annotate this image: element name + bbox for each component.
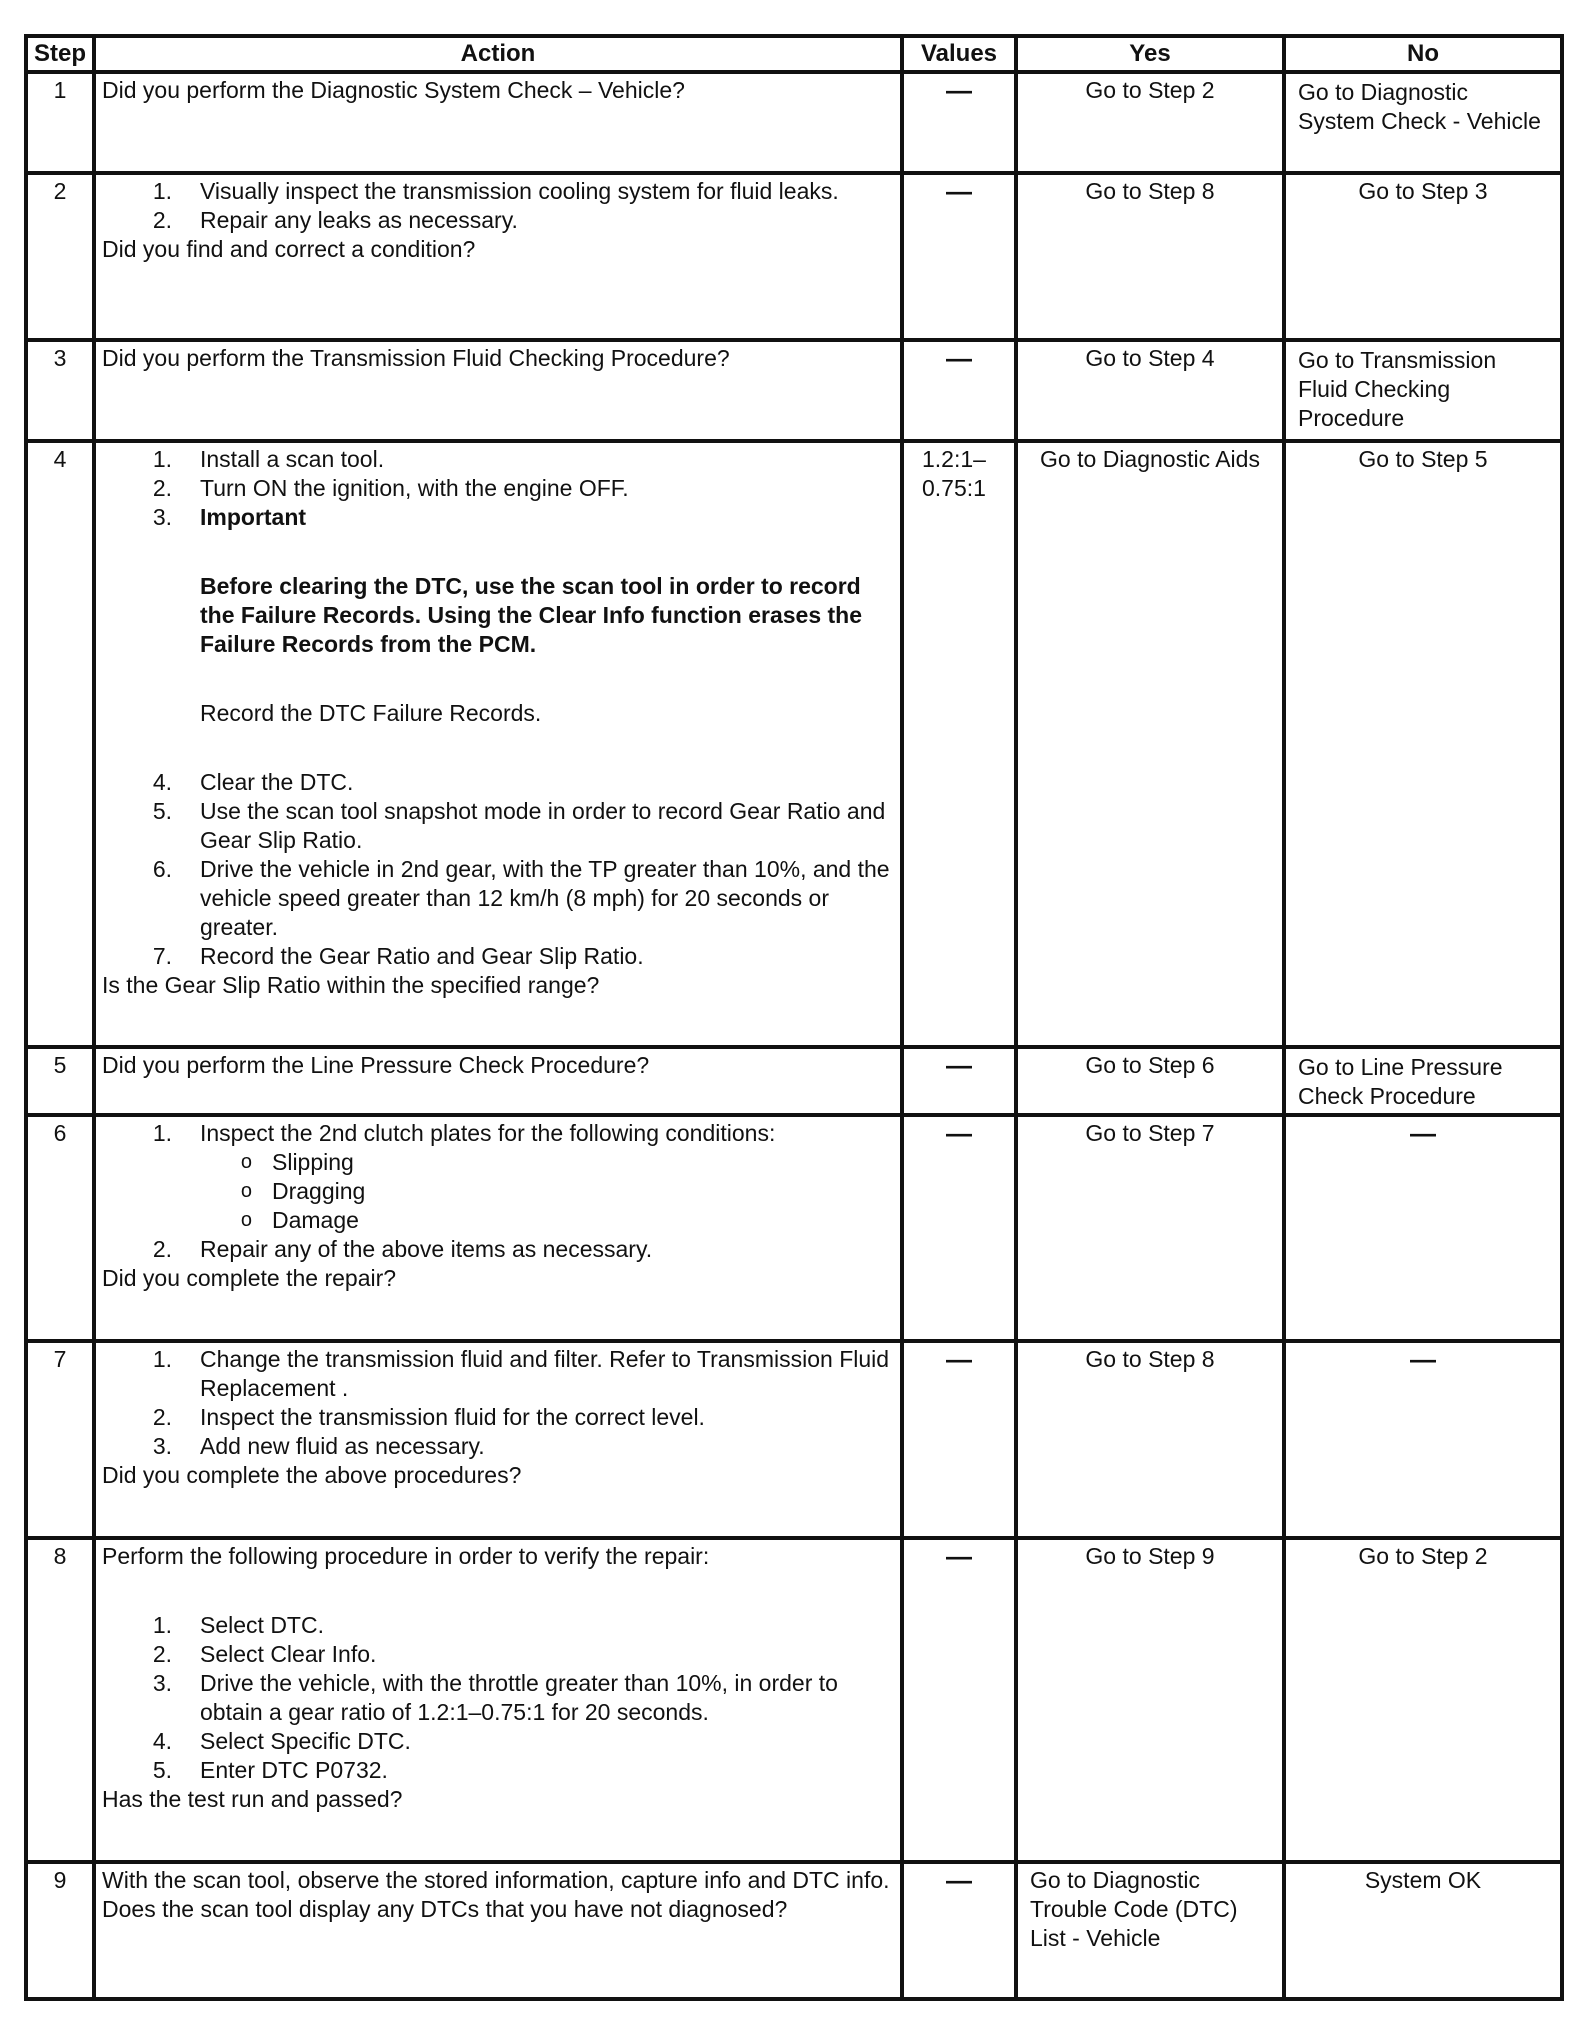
values-cell: [902, 72, 1016, 173]
table-row: [26, 441, 1562, 1047]
dash-text: —: [946, 75, 972, 105]
item-text: Repair any leaks as necessary.: [200, 207, 518, 233]
item-number: 2.: [152, 207, 172, 233]
list-item: [102, 1403, 894, 1432]
action-list: [102, 177, 894, 235]
dash-text: —: [946, 1050, 972, 1080]
item-number: 3.: [152, 1433, 172, 1459]
dash-text: —: [1410, 1118, 1436, 1148]
step-number: 8: [26, 1538, 94, 1862]
step-number: 9: [26, 1862, 94, 1999]
table-row: [26, 1341, 1562, 1538]
yes-cell: [1016, 1341, 1284, 1538]
item-number: 1.: [152, 178, 172, 204]
no-text: Go to Line Pressure Check Procedure: [1298, 1054, 1503, 1109]
step-number: 4: [26, 441, 94, 1047]
header-values: Values: [902, 36, 1016, 72]
values-cell: [902, 173, 1016, 340]
question-text: Is the Gear Slip Ratio within the specified range?: [102, 972, 600, 998]
list-item: [102, 1669, 894, 1727]
item-text: Add new fluid as necessary.: [200, 1433, 485, 1459]
action-list: [102, 445, 894, 532]
item-number: 1.: [152, 1612, 172, 1638]
header-no: No: [1284, 36, 1562, 72]
item-number: 1.: [152, 1120, 172, 1146]
no-cell: [1284, 1341, 1562, 1538]
table-row: [26, 1538, 1562, 1862]
record-row: [102, 699, 894, 728]
action-cell: [94, 1115, 902, 1341]
table-row: [26, 1047, 1562, 1115]
question-text: Did you complete the repair?: [102, 1265, 397, 1291]
table-row: [26, 72, 1562, 173]
no-cell: [1284, 1538, 1562, 1862]
question-text: Did you perform the Diagnostic System Check – Vehicle?: [102, 77, 685, 103]
values-cell: [902, 1862, 1016, 1999]
item-text: Select Specific DTC.: [200, 1728, 411, 1754]
record-block: [102, 699, 894, 728]
dash-text: —: [946, 343, 972, 373]
no-cell: [1284, 340, 1562, 441]
item-text: Damage: [272, 1207, 359, 1233]
no-text: Go to Transmission Fluid Checking Procedure: [1298, 347, 1497, 431]
yes-cell: [1016, 1538, 1284, 1862]
yes-text: Go to Step 9: [1085, 1543, 1215, 1569]
yes-text: Go to Step 8: [1085, 178, 1215, 204]
step-number: 7: [26, 1341, 94, 1538]
action-list: [102, 1235, 894, 1264]
question-text: Did you perform the Line Pressure Check Procedure?: [102, 1052, 650, 1078]
no-text: Go to Step 5: [1358, 446, 1488, 472]
list-item: [102, 1177, 894, 1206]
bullet: o: [240, 1209, 252, 1231]
no-cell: [1284, 1115, 1562, 1341]
item-text: Repair any of the above items as necessary.: [200, 1236, 653, 1262]
yes-cell: [1016, 441, 1284, 1047]
item-number: 4.: [152, 769, 172, 795]
action-cell: [94, 1047, 902, 1115]
intro-text: Perform the following procedure in order to verify the repair:: [102, 1543, 710, 1569]
no-text: Go to Diagnostic System Check - Vehicle: [1298, 79, 1541, 134]
dash-text: —: [946, 1118, 972, 1148]
no-text: System OK: [1364, 1867, 1482, 1893]
list-item: [102, 942, 894, 971]
item-text: Enter DTC P0732.: [200, 1757, 388, 1783]
item-text: Use the scan tool snapshot mode in order to record Gear Ratio and Gear Slip Ratio.: [200, 798, 886, 853]
no-text: Go to Step 3: [1358, 178, 1488, 204]
list-item: [102, 1756, 894, 1785]
item-text: Record the Gear Ratio and Gear Slip Ratio.: [200, 943, 644, 969]
list-item: [102, 474, 894, 503]
yes-text: Go to Step 4: [1085, 345, 1215, 371]
list-item: [102, 206, 894, 235]
action-list: [102, 1119, 894, 1148]
list-item: [102, 797, 894, 855]
table-row: [26, 1862, 1562, 1999]
yes-text: Go to Step 7: [1085, 1120, 1215, 1146]
item-number: 5.: [152, 1757, 172, 1783]
dash-text: —: [946, 1344, 972, 1374]
bullet: o: [240, 1180, 252, 1202]
no-cell: [1284, 173, 1562, 340]
item-text: Inspect the 2nd clutch plates for the following conditions:: [200, 1120, 776, 1146]
item-text: Clear the DTC.: [200, 769, 354, 795]
yes-cell: [1016, 72, 1284, 173]
intro-text: With the scan tool, observe the stored information, capture info and DTC info.: [102, 1867, 890, 1893]
action-list: [102, 768, 894, 971]
item-number: 3.: [152, 504, 172, 530]
table-row: [26, 340, 1562, 441]
item-text: Dragging: [272, 1178, 366, 1204]
dash-text: —: [946, 176, 972, 206]
list-item: [102, 1206, 894, 1235]
list-item: [102, 1235, 894, 1264]
table-row: [26, 173, 1562, 340]
condition-list: [102, 1148, 894, 1235]
action-cell: [94, 72, 902, 173]
step-number: 6: [26, 1115, 94, 1341]
yes-text: Go to Diagnostic Aids: [1040, 446, 1260, 472]
item-number: 1.: [152, 446, 172, 472]
header-action: Action: [94, 36, 902, 72]
no-text: Go to Step 2: [1358, 1543, 1488, 1569]
values-text: 1.2:1–0.75:1: [922, 446, 986, 501]
values-cell: [902, 1115, 1016, 1341]
item-number: 2.: [152, 1404, 172, 1430]
diagnostic-table: [24, 34, 1564, 2001]
item-text: Slipping: [272, 1149, 354, 1175]
dash-text: —: [1410, 1344, 1436, 1374]
item-number: 7.: [152, 943, 172, 969]
list-item: [102, 445, 894, 474]
item-text: Select Clear Info.: [200, 1641, 377, 1667]
question-text: Did you complete the above procedures?: [102, 1462, 522, 1488]
important-block: [102, 572, 894, 659]
item-number: 5.: [152, 798, 172, 824]
item-text: Drive the vehicle, with the throttle greater than 10%, in order to obtain a gear ratio of 1.2:1–0.75:1 for 20 seconds.: [200, 1670, 838, 1725]
list-item: [102, 1432, 894, 1461]
item-number: 2.: [152, 1641, 172, 1667]
action-cell: [94, 1341, 902, 1538]
list-item: [102, 1345, 894, 1403]
no-cell: [1284, 441, 1562, 1047]
action-cell: [94, 340, 902, 441]
list-item: [102, 1148, 894, 1177]
item-text: Install a scan tool.: [200, 446, 385, 472]
important-label: Important: [200, 504, 307, 530]
item-number: 2.: [152, 475, 172, 501]
question-text: Did you find and correct a condition?: [102, 236, 476, 262]
step-number: 5: [26, 1047, 94, 1115]
item-text: Drive the vehicle in 2nd gear, with the TP greater than 10%, and the vehicle speed greater than 12 km/h (8 mph) for 20 seconds or greater.: [200, 856, 890, 940]
important-note: Before clearing the DTC, use the scan tool in order to record the Failure Records. Using the Clear Info function erases the Failure Records from the PCM.: [200, 573, 863, 657]
header-yes: Yes: [1016, 36, 1284, 72]
yes-text: Go to Step 2: [1085, 77, 1215, 103]
item-text: Turn ON the ignition, with the engine OFF.: [200, 475, 629, 501]
list-item: [102, 1640, 894, 1669]
dash-text: —: [946, 1541, 972, 1571]
yes-text: Go to Step 8: [1085, 1346, 1215, 1372]
table-row: [26, 1115, 1562, 1341]
item-number: 2.: [152, 1236, 172, 1262]
yes-cell: [1016, 1047, 1284, 1115]
action-cell: [94, 173, 902, 340]
yes-cell: [1016, 1862, 1284, 1999]
action-list: [102, 1345, 894, 1461]
item-number: 1.: [152, 1346, 172, 1372]
no-cell: [1284, 1047, 1562, 1115]
question-text: Has the test run and passed?: [102, 1786, 403, 1812]
item-number: 4.: [152, 1728, 172, 1754]
list-item: [102, 1611, 894, 1640]
list-item: [102, 768, 894, 797]
values-cell: [902, 1047, 1016, 1115]
record-note: Record the DTC Failure Records.: [200, 700, 542, 726]
no-cell: [1284, 72, 1562, 173]
values-cell: [902, 441, 1016, 1047]
yes-cell: [1016, 1115, 1284, 1341]
yes-text: Go to Step 6: [1085, 1052, 1215, 1078]
list-item: [102, 855, 894, 942]
yes-cell: [1016, 173, 1284, 340]
action-cell: [94, 1862, 902, 1999]
header-row: [26, 36, 1562, 72]
bullet: o: [240, 1151, 252, 1173]
step-number: 2: [26, 173, 94, 340]
yes-cell: [1016, 340, 1284, 441]
action-cell: [94, 441, 902, 1047]
step-number: 1: [26, 72, 94, 173]
list-item: [102, 1119, 894, 1148]
question-text: Does the scan tool display any DTCs that you have not diagnosed?: [102, 1896, 788, 1922]
action-list: [102, 1611, 894, 1785]
item-text: Inspect the transmission fluid for the correct level.: [200, 1404, 705, 1430]
yes-text: Go to Diagnostic Trouble Code (DTC) List - Vehicle: [1030, 1867, 1238, 1951]
header-step: Step: [26, 36, 94, 72]
question-text: Did you perform the Transmission Fluid Checking Procedure?: [102, 345, 730, 371]
dash-text: —: [946, 1865, 972, 1895]
list-item: [102, 177, 894, 206]
important-row: [102, 572, 894, 659]
values-cell: [902, 1341, 1016, 1538]
step-number: 3: [26, 340, 94, 441]
item-text: Visually inspect the transmission cooling system for fluid leaks.: [200, 178, 839, 204]
item-text: Select DTC.: [200, 1612, 324, 1638]
values-cell: [902, 1538, 1016, 1862]
item-number: 3.: [152, 1670, 172, 1696]
values-cell: [902, 340, 1016, 441]
list-item: [102, 503, 894, 532]
item-number: 6.: [152, 856, 172, 882]
list-item: [102, 1727, 894, 1756]
no-cell: [1284, 1862, 1562, 1999]
action-cell: [94, 1538, 902, 1862]
item-text: Change the transmission fluid and filter. Refer to Transmission Fluid Replacement .: [200, 1346, 890, 1401]
